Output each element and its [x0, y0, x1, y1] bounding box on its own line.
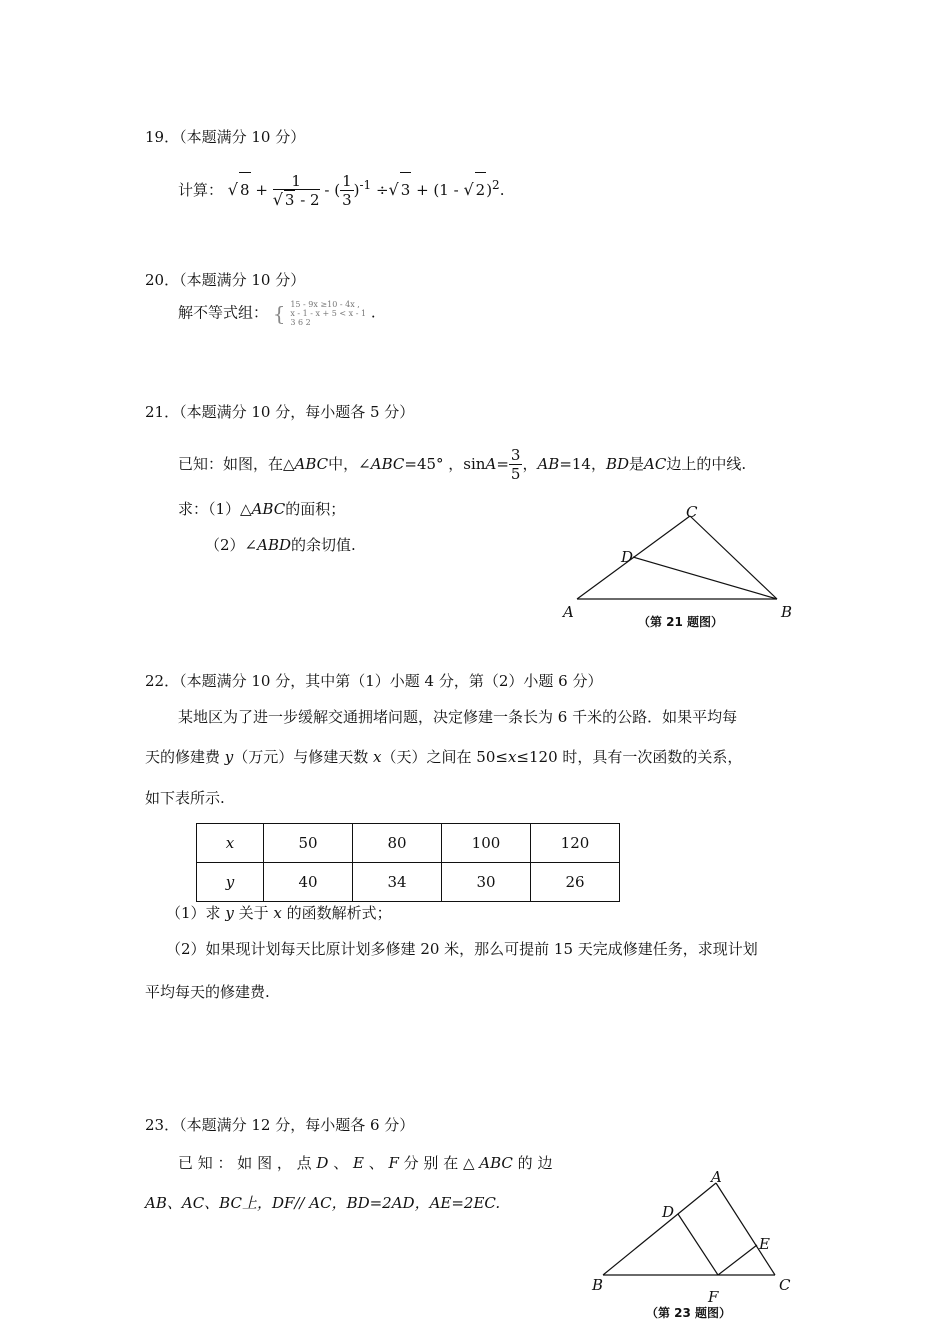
q19-exp-neg1: -1 — [359, 178, 372, 192]
q22-p2-d: ≤120 时，具有一次函数的关系， — [516, 748, 743, 766]
q23-sep1: 、 — [328, 1154, 353, 1172]
q23-segment-ab — [603, 1183, 716, 1275]
q23-label-b: B — [592, 1276, 604, 1294]
q19-close2: ) — [486, 181, 493, 199]
table-cell: 30 — [442, 863, 531, 902]
q23-segment-ac — [716, 1183, 775, 1275]
q21-ask2-pre: （2）∠ — [205, 536, 258, 554]
q23-abc: ABC — [479, 1154, 513, 1172]
q20-header: 20．（本题满分 10 分） — [145, 271, 306, 289]
q21-given-mid2: =45° ，sin — [404, 455, 486, 473]
table-cell: 80 — [353, 824, 442, 863]
q21-tail: 边上的中线. — [666, 455, 747, 473]
q22-header: 22．（本题满分 10 分，其中第（1）小题 4 分，第（2）小题 6 分） — [145, 672, 603, 690]
q19-close: ) — [353, 181, 360, 199]
q22-paragraph-line1: 某地区为了进一步缓解交通拥堵问题，决定修建一条长为 6 千米的公路．如果平均每 — [178, 708, 738, 726]
q19-header: 19．（本题满分 10 分） — [145, 128, 306, 146]
q21-ask1-tail: 的面积； — [285, 500, 346, 518]
q19-plus: + — [255, 181, 268, 199]
q22-paragraph-line3: 如下表所示. — [145, 789, 225, 807]
q23-label-e: E — [759, 1235, 770, 1253]
q21-comma: ， — [522, 455, 538, 473]
sqrt-icon: √ — [227, 180, 238, 199]
q23-segment-fe — [718, 1245, 757, 1275]
q22-s1-tail: 的函数解析式； — [281, 904, 392, 922]
table-cell: 120 — [531, 824, 620, 863]
q23-line1-b: 分 别 在 △ — [398, 1154, 480, 1172]
q19-frac1-num: 1 — [273, 173, 320, 191]
q22-s1-pre: （1）求 — [166, 904, 226, 922]
q19-sqrt8: 8 — [239, 172, 251, 207]
q22-s1-x: x — [273, 904, 282, 922]
q21-given-mid: 中，∠ — [328, 455, 371, 473]
q20-label: 解不等式组： — [178, 303, 269, 322]
q22-subquestion-2-cont: 平均每天的修建费. — [145, 983, 270, 1001]
q21-given-pre: 已知：如图，在△ — [178, 455, 295, 473]
q19-exp2: 2 — [492, 178, 500, 192]
q23-e: E — [352, 1154, 364, 1172]
q20-system-line2: x - 1 - x + 5 < x - 1 — [290, 309, 367, 318]
q19-frac1-tail: - 2 — [295, 191, 320, 210]
q19-frac2-num: 1 — [342, 172, 352, 191]
q21-header: 21．（本题满分 10 分，每小题各 5 分） — [145, 403, 415, 421]
q19-label: 计算： — [178, 181, 224, 199]
sqrt-icon: √ — [463, 180, 474, 199]
q21-angle: ABC — [370, 455, 405, 473]
q19-sqrt3: 3 — [400, 172, 412, 207]
q21-ac: AC — [644, 455, 667, 473]
q23-label-f: F — [708, 1288, 719, 1306]
q21-eq: = — [496, 455, 509, 473]
q23-f: F — [388, 1154, 399, 1172]
q21-bd: BD — [605, 455, 630, 473]
table-cell: 34 — [353, 863, 442, 902]
q19-frac2-den: 3 — [342, 190, 352, 209]
q23-segment-df — [678, 1214, 718, 1275]
q23-label-c: C — [779, 1276, 791, 1294]
q21-ask1-pre: 求：（1）△ — [178, 500, 252, 518]
q19-minus: - ( — [324, 181, 341, 199]
q21-ask1-tri: ABC — [251, 500, 286, 518]
q23-sep2: 、 — [363, 1154, 389, 1172]
table-cell: 100 — [442, 824, 531, 863]
q20-tail: . — [370, 303, 376, 322]
q21-ask2-ang: ABD — [257, 536, 292, 554]
q21-a: A — [485, 455, 497, 473]
sqrt-icon: √ — [272, 190, 283, 210]
q22-p2-y: y — [224, 748, 234, 766]
q23-label-a: A — [711, 1168, 722, 1186]
q22-s1-mid: 关于 — [233, 904, 274, 922]
table-cell-y-label: y — [197, 863, 264, 902]
table-cell: 50 — [264, 824, 353, 863]
q21-label-a: A — [563, 603, 574, 621]
q21-label-b: B — [781, 603, 793, 621]
q22-p2-a: 天的修建费 — [145, 748, 225, 766]
q22-s1-y: y — [225, 904, 234, 922]
q22-subquestion-2: （2）如果现计划每天比原计划多修建 20 米，那么可提前 15 天完成修建任务，求现计划 — [166, 940, 758, 958]
q19-frac1-root: 3 — [284, 191, 295, 210]
q21-ask2-tail: 的余切值. — [291, 536, 356, 554]
q21-is: 是 — [629, 455, 645, 473]
table-cell: 26 — [531, 863, 620, 902]
q21-abc: ABC — [294, 455, 329, 473]
q21-frac-num: 3 — [510, 446, 521, 465]
q21-frac-den: 5 — [510, 464, 521, 483]
brace-icon: { — [272, 301, 286, 326]
table-cell-x-label: x — [197, 824, 264, 863]
q21-label-d: D — [621, 548, 634, 566]
q20-system-line3: 3 6 2 — [290, 318, 311, 327]
q21-figure-caption: （第 21 题图） — [638, 615, 724, 629]
q23-label-d: D — [662, 1203, 675, 1221]
q23-d: D — [316, 1154, 329, 1172]
q21-ab: AB — [537, 455, 560, 473]
q19-period: . — [499, 181, 505, 199]
q22-p2-b: （万元）与修建天数 — [233, 748, 374, 766]
q19-div: ÷ — [375, 181, 389, 199]
q22-p2-x2: x — [507, 748, 517, 766]
q21-label-c: C — [686, 503, 698, 521]
q23-line1-a: 已 知 ： 如 图 ， 点 — [178, 1154, 317, 1172]
sqrt-icon: √ — [388, 180, 399, 199]
q19-sqrt2: 2 — [475, 172, 487, 207]
q21-ab-val: =14， — [559, 455, 606, 473]
q20-system-line1: 15 - 9x ≥10 - 4x , — [290, 300, 360, 309]
q22-p2-x: x — [373, 748, 382, 766]
table-cell: 40 — [264, 863, 353, 902]
q23-figure-caption: （第 23 题图） — [646, 1306, 732, 1320]
q23-given-line2: AB、AC、BC上，DF// AC，BD=2AD，AE=2EC. — [145, 1194, 501, 1212]
q19-plus2: + (1 - — [416, 181, 459, 199]
q23-header: 23．（本题满分 12 分，每小题各 6 分） — [145, 1116, 415, 1134]
q23-line1-c: 的 边 — [512, 1154, 553, 1172]
q22-p2-c: （天）之间在 50≤ — [381, 748, 508, 766]
